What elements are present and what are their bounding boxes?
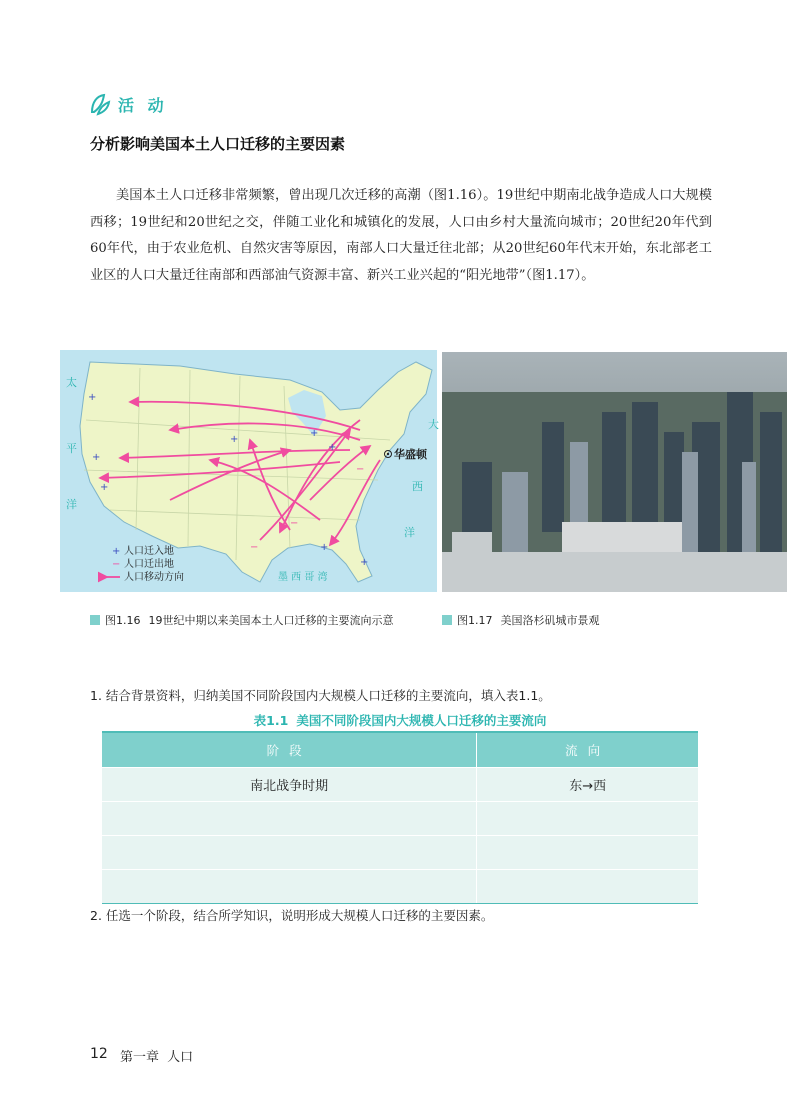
legend-out-text: 人口迁出地	[124, 559, 174, 570]
svg-text:+: +	[310, 428, 319, 439]
table-row	[102, 836, 698, 870]
svg-text:+: +	[230, 434, 239, 445]
legend-in-text: 人口迁入地	[124, 546, 174, 557]
header-stage: 阶段	[102, 732, 477, 768]
pacific-label-3: 洋	[66, 498, 77, 511]
atlantic-label-3: 洋	[404, 526, 415, 539]
los-angeles-photo	[442, 352, 787, 592]
intro-paragraph: 美国本土人口迁移非常频繁，曾出现几次迁移的高潮（图1.16）。19世纪中期南北战争造成人口大规模西移；19世纪和20世纪之交，伴随工业化和城镇化的发展，人口由乡村大量流向城市；20世纪20年代到60年代，由于农业危机、自然灾害等原因，南部人口大量迁往北部；从20世纪60年代末开始，东北部老工业区的人口大量迁往南部和西部油气资源丰富、新兴工业兴起的“阳光地带”（图1.17）。	[90, 188, 712, 283]
caption-marker-icon	[442, 615, 452, 625]
row-3-stage[interactable]	[102, 836, 477, 870]
section-title: 分析影响美国本土人口迁移的主要因素	[90, 135, 346, 153]
migration-table	[102, 731, 698, 904]
capital-label: 华盛顿	[394, 448, 427, 461]
figure-117-text: 美国洛杉矶城市景观	[500, 614, 600, 627]
row-2-stage[interactable]	[102, 802, 477, 836]
svg-text:+: +	[92, 452, 101, 463]
pacific-label-2: 平	[66, 442, 77, 455]
pacific-label-1: 太	[66, 376, 77, 389]
activity-label: 活 动	[118, 95, 168, 115]
migration-map	[60, 350, 437, 592]
table-title	[102, 711, 698, 729]
svg-text:−: −	[290, 518, 299, 529]
table-row	[102, 768, 698, 802]
figure-116-number: 图1.16	[105, 614, 141, 627]
row-3-direction[interactable]	[477, 836, 698, 870]
activity-leaf-icon	[88, 92, 112, 116]
header-direction: 流向	[477, 732, 698, 768]
city-skyline-image	[442, 352, 787, 592]
svg-text:−: −	[250, 542, 259, 553]
chapter-title: 第一章 人口	[120, 1050, 194, 1065]
svg-text:+: +	[328, 442, 337, 453]
activity-header	[88, 92, 168, 116]
row-4-stage[interactable]	[102, 870, 477, 904]
legend-in-symbol: +	[112, 546, 121, 557]
svg-text:+: +	[320, 542, 329, 553]
gulf-label: 墨 西 哥 湾	[278, 572, 328, 583]
svg-text:+: +	[100, 482, 109, 493]
capital-dot	[387, 453, 389, 455]
row-1-stage[interactable]: 南北战争时期	[102, 768, 477, 802]
legend-out-symbol: −	[112, 559, 121, 570]
atlantic-label-1: 大	[428, 418, 439, 431]
figure-116-text: 19世纪中期以来美国本土人口迁移的主要流向示意	[148, 614, 394, 627]
table-caption: 美国不同阶段国内大规模人口迁移的主要流向	[296, 713, 547, 728]
table-row	[102, 870, 698, 904]
svg-text:−: −	[356, 464, 365, 475]
row-2-direction[interactable]	[477, 802, 698, 836]
atlantic-label-2: 西	[412, 480, 423, 493]
map-legend	[107, 544, 184, 583]
table-header-row	[102, 732, 698, 768]
page-number: 12	[90, 1046, 108, 1062]
figure-117-number: 图1.17	[457, 614, 493, 627]
caption-marker-icon	[90, 615, 100, 625]
svg-text:+: +	[88, 392, 97, 403]
table-row	[102, 802, 698, 836]
figure-117-caption	[442, 612, 600, 628]
svg-text:+: +	[360, 557, 369, 568]
question-1: 1. 结合背景资料，归纳美国不同阶段国内大规模人口迁移的主要流向，填入表1.1。	[90, 688, 551, 703]
table-number: 表1.1	[253, 713, 289, 728]
question-2: 2. 任选一个阶段，结合所学知识，说明形成大规模人口迁移的主要因素。	[90, 908, 494, 923]
row-4-direction[interactable]	[477, 870, 698, 904]
legend-arrow-text: 人口移动方向	[124, 572, 184, 583]
row-1-direction[interactable]: 东→西	[477, 768, 698, 802]
figure-116-caption	[90, 612, 394, 628]
